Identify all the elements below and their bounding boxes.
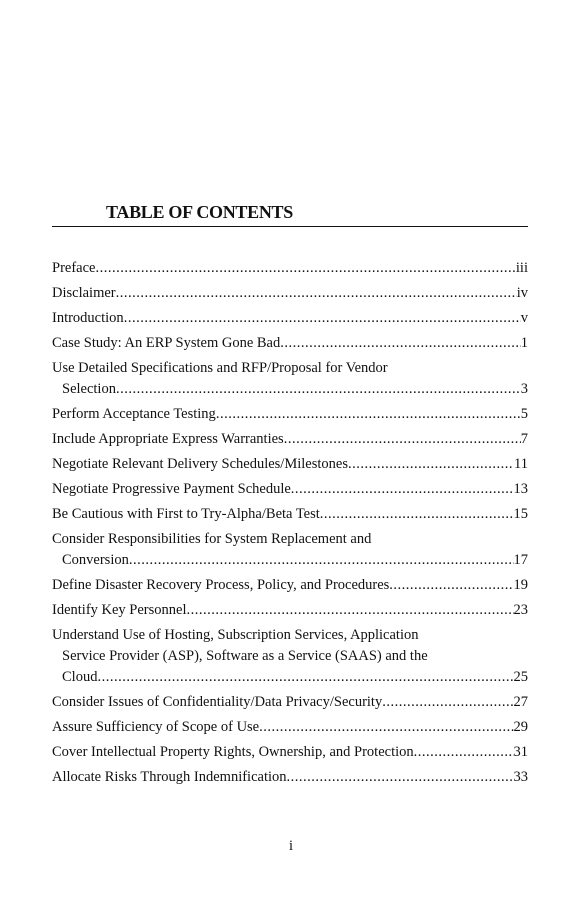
- toc-entry-line: [52, 333, 528, 354]
- toc-entry-line: [52, 717, 528, 738]
- toc-entry-title: Selection: [62, 381, 116, 397]
- page-title: TABLE OF CONTENTS: [106, 202, 293, 222]
- toc-entry-page: 19: [513, 577, 528, 593]
- toc-entry-title: Conversion: [62, 552, 129, 568]
- table-of-contents: [52, 258, 528, 792]
- toc-entry-line: [52, 308, 528, 329]
- toc-entry[interactable]: [52, 529, 528, 571]
- toc-entry-title: Use Detailed Specifications and RFP/Proposal for Vendor: [52, 360, 388, 376]
- toc-entry-line: [52, 600, 528, 621]
- toc-entry-line: [52, 283, 528, 304]
- toc-entry-line: [52, 767, 528, 788]
- toc-entry-page: 15: [513, 506, 528, 522]
- toc-entry-title: Cloud: [62, 669, 98, 685]
- toc-entry[interactable]: [52, 429, 528, 450]
- toc-entry-page: 31: [513, 744, 528, 760]
- dot-leader: [97, 667, 513, 688]
- toc-entry-title: Assure Sufficiency of Scope of Use: [52, 719, 260, 735]
- toc-entry-line: [52, 258, 528, 279]
- toc-entry[interactable]: [52, 504, 528, 525]
- toc-entry-page: 29: [513, 719, 528, 735]
- toc-entry-page: iii: [515, 260, 528, 276]
- toc-entry-line: [52, 454, 528, 475]
- dot-leader: [320, 504, 514, 525]
- heading-rule: [52, 202, 528, 227]
- page-number: i: [288, 838, 294, 854]
- dot-leader: [287, 767, 514, 788]
- toc-entry[interactable]: [52, 358, 528, 400]
- dot-leader: [291, 479, 514, 500]
- dot-leader: [124, 308, 521, 329]
- toc-entry-page: 3: [520, 381, 528, 397]
- toc-entry-title: Consider Issues of Confidentiality/Data Privacy/Security: [52, 694, 383, 710]
- toc-entry-line: [52, 379, 528, 400]
- toc-entry-line: [52, 667, 528, 688]
- toc-entry[interactable]: [52, 767, 528, 788]
- toc-entry-page: 25: [513, 669, 528, 685]
- dot-leader: [216, 404, 521, 425]
- toc-entry[interactable]: [52, 258, 528, 279]
- toc-entry-page: 7: [520, 431, 528, 447]
- toc-entry-line: [52, 575, 528, 596]
- toc-entry-line: [52, 479, 528, 500]
- toc-entry[interactable]: [52, 575, 528, 596]
- dot-leader: [382, 692, 513, 713]
- dot-leader: [414, 742, 514, 763]
- toc-entry-line: [52, 625, 528, 646]
- dot-leader: [116, 283, 517, 304]
- toc-entry[interactable]: [52, 283, 528, 304]
- toc-entry-title: Allocate Risks Through Indemnification: [52, 769, 287, 785]
- toc-entry-title: Be Cautious with First to Try-Alpha/Beta Test: [52, 506, 320, 522]
- toc-entry-title: Perform Acceptance Testing: [52, 406, 216, 422]
- toc-entry-page: 1: [520, 335, 528, 351]
- toc-entry-line: [52, 646, 528, 667]
- toc-entry-title: Understand Use of Hosting, Subscription Services, Application: [52, 627, 419, 643]
- toc-entry-title: Cover Intellectual Property Rights, Ownership, and Protection: [52, 744, 414, 760]
- toc-entry-page: v: [520, 310, 528, 326]
- toc-entry-title: Negotiate Relevant Delivery Schedules/Milestones: [52, 456, 348, 472]
- toc-entry-page: 11: [514, 456, 528, 472]
- toc-entry-title: Consider Responsibilities for System Replacement and: [52, 531, 372, 547]
- toc-entry[interactable]: [52, 404, 528, 425]
- toc-entry-title: Disclaimer: [52, 285, 116, 301]
- toc-entry[interactable]: [52, 600, 528, 621]
- toc-entry-title: Include Appropriate Express Warranties: [52, 431, 284, 447]
- toc-entry-title: Case Study: An ERP System Gone Bad: [52, 335, 281, 351]
- toc-entry-line: [52, 692, 528, 713]
- toc-entry-page: 33: [513, 769, 528, 785]
- dot-leader: [95, 258, 515, 279]
- toc-entry-line: [52, 504, 528, 525]
- toc-entry[interactable]: [52, 717, 528, 738]
- dot-leader: [187, 600, 514, 621]
- toc-entry-page: 5: [520, 406, 528, 422]
- toc-entry[interactable]: [52, 308, 528, 329]
- toc-entry-line: [52, 742, 528, 763]
- toc-entry-page: 27: [513, 694, 528, 710]
- toc-entry[interactable]: [52, 742, 528, 763]
- dot-leader: [348, 454, 514, 475]
- dot-leader: [129, 550, 514, 571]
- toc-entry-line: [52, 404, 528, 425]
- toc-entry-page: 13: [513, 481, 528, 497]
- dot-leader: [259, 717, 513, 738]
- toc-entry[interactable]: [52, 479, 528, 500]
- dot-leader: [116, 379, 521, 400]
- dot-leader: [280, 333, 521, 354]
- toc-entry-line: [52, 550, 528, 571]
- toc-entry[interactable]: [52, 454, 528, 475]
- toc-entry-title: Service Provider (ASP), Software as a Service (SAAS) and the: [62, 648, 428, 664]
- toc-entry[interactable]: [52, 333, 528, 354]
- toc-entry-page: 17: [513, 552, 528, 568]
- toc-entry-line: [52, 358, 528, 379]
- toc-entry-title: Define Disaster Recovery Process, Policy, and Procedures: [52, 577, 390, 593]
- toc-entry-title: Preface: [52, 260, 96, 276]
- toc-entry-title: Identify Key Personnel: [52, 602, 187, 618]
- toc-entry-page: iv: [516, 285, 528, 301]
- dot-leader: [284, 429, 521, 450]
- dot-leader: [389, 575, 513, 596]
- toc-entry[interactable]: [52, 692, 528, 713]
- toc-entry-line: [52, 529, 528, 550]
- toc-entry[interactable]: [52, 625, 528, 688]
- toc-entry-title: Introduction: [52, 310, 124, 326]
- toc-entry-title: Negotiate Progressive Payment Schedule: [52, 481, 291, 497]
- toc-entry-line: [52, 429, 528, 450]
- toc-entry-page: 23: [513, 602, 528, 618]
